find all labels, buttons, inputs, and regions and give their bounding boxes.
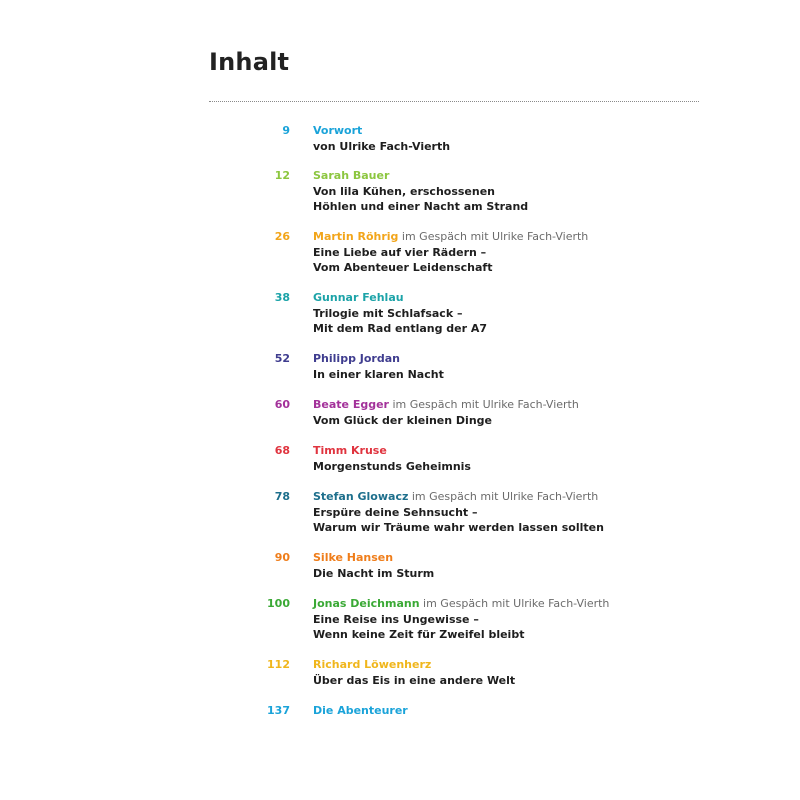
entry-author: Vorwort [313,124,363,137]
entry-title-line: Morgenstunds Geheimnis [313,459,471,473]
entry-body [313,596,733,643]
entry-interview-note: im Gespäch mit Ulrike Fach-Vierth [398,230,589,243]
entry-heading-line [313,123,733,139]
entry-title-line: Vom Glück der kleinen Dinge [313,413,492,427]
entry-title-line: Wenn keine Zeit für Zweifel bleibt [313,628,525,641]
entry-heading-line [313,489,733,505]
entry-author: Philipp Jordan [313,352,400,365]
entry-author: Stefan Glowacz [313,490,409,503]
entry-author: Jonas Deichmann [313,597,420,610]
page-number: 9 [282,124,290,137]
entry-title-line: Höhlen und einer Nacht am Strand [313,200,529,213]
entry-body [313,290,733,337]
entry-author: Gunnar Fehlau [313,291,404,304]
entry-heading-line [313,596,733,612]
entry-title-line: Eine Reise ins Ungewisse – [313,612,479,626]
entry-heading-line [313,168,733,184]
page-number: 12 [274,169,290,182]
entry-body [313,489,733,536]
page-number: 137 [267,704,290,717]
entry-title-line: Die Nacht im Sturm [313,566,435,580]
page-number: 78 [274,490,290,503]
entry-heading-line [313,290,733,306]
entry-body [313,123,733,154]
entry-author: Timm Kruse [313,444,387,457]
page-number: 52 [274,352,290,365]
entry-heading-line [313,703,733,719]
entry-author: Beate Egger [313,398,389,411]
entry-title-line: Eine Liebe auf vier Rädern – [313,245,487,259]
entry-heading-line [313,550,733,566]
entry-title-line: Über das Eis in eine andere Welt [313,673,516,687]
page-number: 60 [274,398,290,411]
entry-heading-line [313,351,733,367]
entry-body [313,443,733,474]
entry-author: Sarah Bauer [313,169,390,182]
entry-title-line: Erspüre deine Sehnsucht – [313,505,478,519]
entry-body [313,703,733,719]
page-title: Inhalt [209,48,290,76]
entry-body [313,657,733,688]
page-number: 38 [274,291,290,304]
entry-heading-line [313,229,733,245]
entry-title-line: Von lila Kühen, erschossenen [313,184,496,198]
entry-author: Martin Röhrig [313,230,399,243]
entry-body [313,397,733,428]
entry-body [313,168,733,215]
page-number: 68 [274,444,290,457]
entry-body [313,351,733,382]
entry-author: Silke Hansen [313,551,394,564]
entry-title-line: von Ulrike Fach-Vierth [313,139,451,153]
entry-title-line: In einer klaren Nacht [313,367,444,381]
page-number: 100 [267,597,290,610]
entry-interview-note: im Gespäch mit Ulrike Fach-Vierth [408,490,599,503]
page-number: 26 [274,230,290,243]
entry-interview-note: im Gespäch mit Ulrike Fach-Vierth [419,597,610,610]
entry-body [313,550,733,581]
entry-title-line: Warum wir Träume wahr werden lassen sollten [313,521,604,534]
entry-interview-note: im Gespäch mit Ulrike Fach-Vierth [388,398,579,411]
page-number: 112 [267,658,290,671]
entry-author: Die Abenteurer [313,704,408,717]
entry-author: Richard Löwenherz [313,658,432,671]
entry-title-line: Vom Abenteuer Leidenschaft [313,261,493,274]
entry-heading-line [313,657,733,673]
entry-title-line: Mit dem Rad entlang der A7 [313,322,488,335]
entry-body [313,229,733,276]
entry-title-line: Trilogie mit Schlafsack – [313,306,463,320]
entry-heading-line [313,443,733,459]
entry-heading-line [313,397,733,413]
page-number: 90 [274,551,290,564]
